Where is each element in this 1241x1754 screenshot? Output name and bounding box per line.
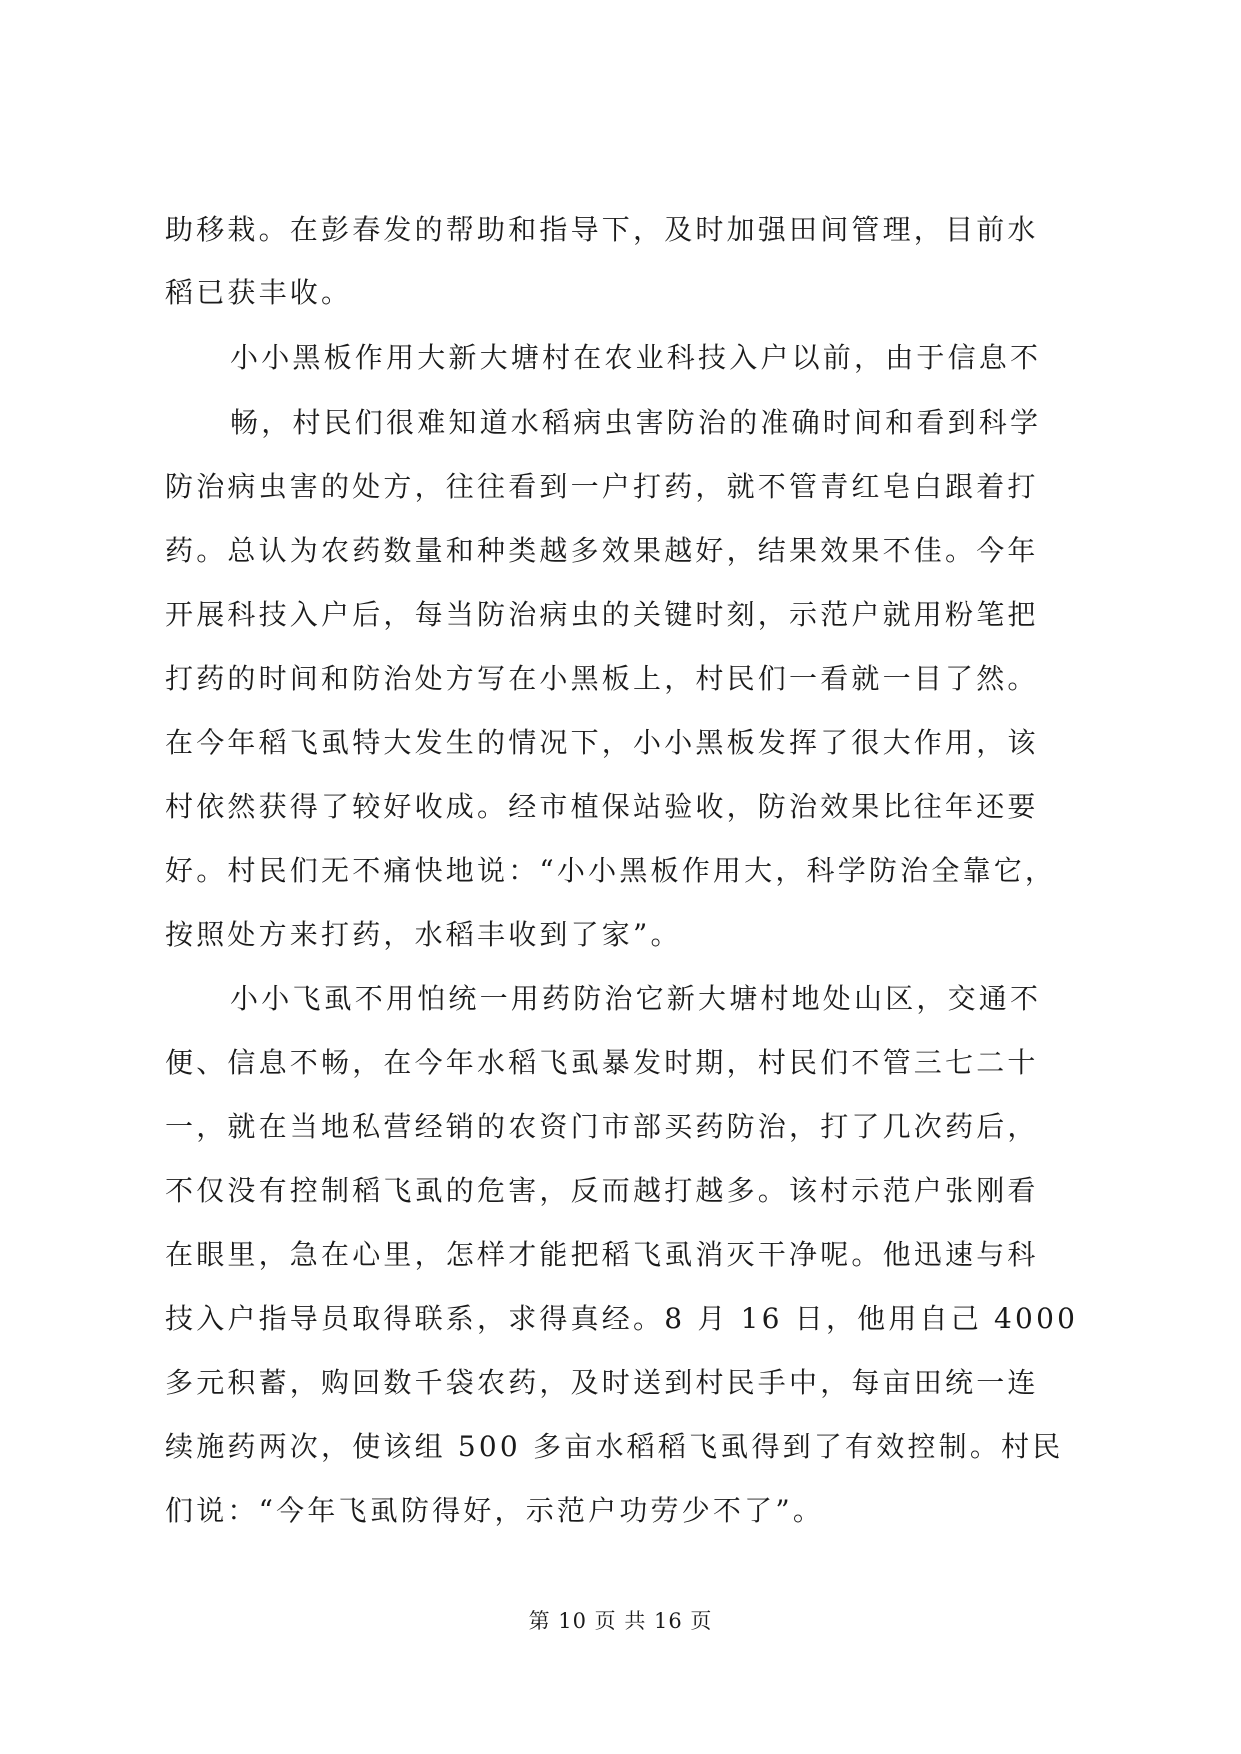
text-line: 按照处方来打药，水稻丰收到了家”。 bbox=[165, 918, 682, 951]
text-line: 在眼里，急在心里，怎样才能把稻飞虱消灭干净呢。他迅速与科 bbox=[165, 1238, 1039, 1271]
text-line: 助移栽。在彭春发的帮助和指导下，及时加强田间管理，目前水 bbox=[165, 213, 1039, 246]
paragraph-start-line: 小小飞虱不用怕统一用药防治它新大塘村地处山区，交通不 bbox=[230, 982, 1042, 1015]
text-line: 好。村民们无不痛快地说：“小小黑板作用大，科学防治全靠它， bbox=[165, 854, 1057, 887]
text-line: 便、信息不畅，在今年水稻飞虱暴发时期，村民们不管三七二十 bbox=[165, 1046, 1039, 1079]
text-line: 畅，村民们很难知道水稻病虫害防治的准确时间和看到科学 bbox=[230, 406, 1042, 439]
text-line: 打药的时间和防治处方写在小黑板上，村民们一看就一目了然。 bbox=[165, 662, 1039, 695]
text-line: 一，就在当地私营经销的农资门市部买药防治，打了几次药后， bbox=[165, 1110, 1039, 1143]
text-line: 药。总认为农药数量和种类越多效果越好，结果效果不佳。今年 bbox=[165, 534, 1039, 567]
text-line: 不仅没有控制稻飞虱的危害，反而越打越多。该村示范户张刚看 bbox=[165, 1174, 1039, 1207]
text-line: 续施药两次，使该组 500 多亩水稻稻飞虱得到了有效控制。村民 bbox=[165, 1430, 1064, 1463]
text-line: 稻已获丰收。 bbox=[165, 276, 353, 309]
text-line: 多元积蓄，购回数千袋农药，及时送到村民手中，每亩田统一连 bbox=[165, 1366, 1039, 1399]
page-number-footer: 第 10 页 共 16 页 bbox=[528, 1609, 713, 1633]
text-line: 开展科技入户后，每当防治病虫的关键时刻，示范户就用粉笔把 bbox=[165, 598, 1039, 631]
paragraph-start-line: 小小黑板作用大新大塘村在农业科技入户以前，由于信息不 bbox=[230, 341, 1042, 374]
text-line: 防治病虫害的处方，往往看到一户打药，就不管青红皂白跟着打 bbox=[165, 470, 1039, 503]
text-line: 技入户指导员取得联系，求得真经。8 月 16 日，他用自己 4000 bbox=[165, 1302, 1079, 1335]
text-line: 在今年稻飞虱特大发生的情况下，小小黑板发挥了很大作用，该 bbox=[165, 726, 1039, 759]
text-line: 村依然获得了较好收成。经市植保站验收，防治效果比往年还要 bbox=[165, 790, 1039, 823]
text-line: 们说：“今年飞虱防得好，示范户功劳少不了”。 bbox=[165, 1494, 825, 1527]
